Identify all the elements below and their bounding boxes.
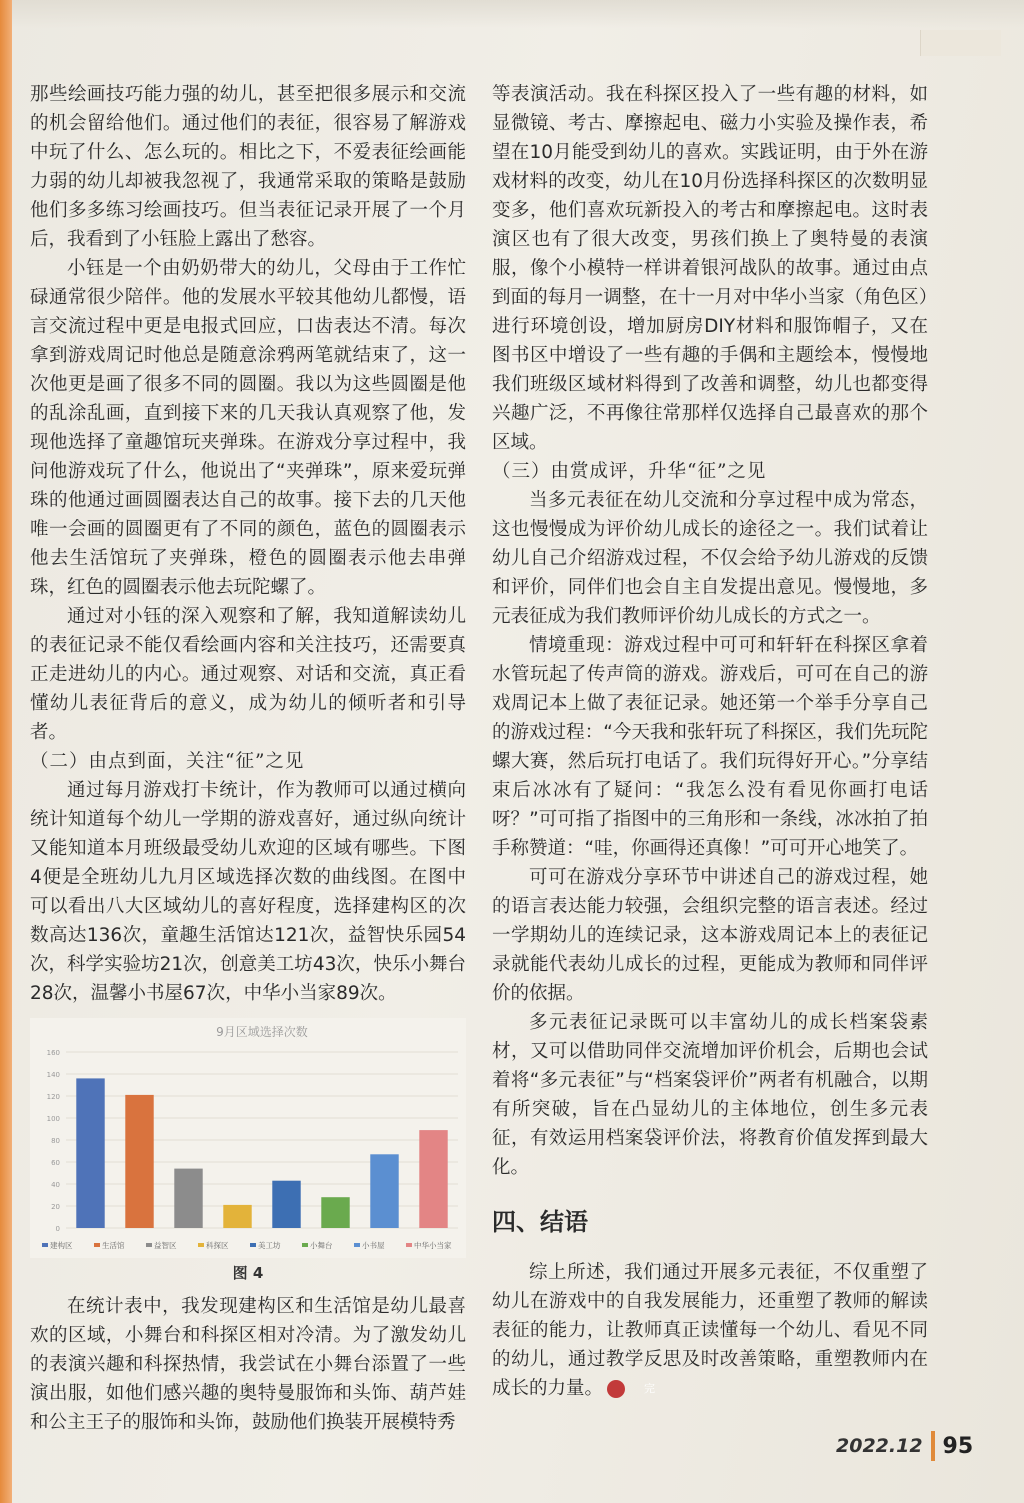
right-column	[492, 80, 928, 1403]
subsection-heading: （二）由点到面，关注“征”之见	[30, 751, 305, 772]
bar-6	[321, 1197, 349, 1228]
footer-divider	[931, 1431, 935, 1461]
legend-swatch	[198, 1243, 204, 1247]
paragraph: 等表演活动。我在科探区投入了一些有趣的材料，如显微镜、考古、摩擦起电、磁力小实验及操作表，希望在10月能受到幼儿的喜欢。实践证明，由于外在游戏材料的改变，幼儿在10月份选择科探区的次数明显变多，他们喜欢玩新投入的考古和摩擦起电。这时表演区也有了很大改变，男孩们换上了奥特曼的表演服，像个小模特一样讲着银河战队的故事。通过由点到面的每月一调整，在十一月对中华小当家（角色区）进行环境创设，增加厨房DIY材料和服饰帽子，又在图书区中增设了一些有趣的手偶和主题绘本，慢慢地我们班级区域材料得到了改善和调整，幼儿也都变得兴趣广泛，不再像往常那样仅选择自己最喜欢的那个区域。	[492, 84, 928, 453]
legend-label: 小舞台	[310, 1241, 333, 1250]
bar-2	[125, 1095, 153, 1228]
left-column	[30, 80, 466, 1437]
paragraph: 那些绘画技巧能力强的幼儿，甚至把很多展示和交流的机会留给他们。通过他们的表征，很容易了解游戏中玩了什么、怎么玩的。相比之下，不爱表征绘画能力弱的幼儿却被我忽视了，我通常采取的策略是鼓励他们多多练习绘画技巧。但当表征记录开展了一个月后，我看到了小钰脸上露出了愁容。	[30, 84, 466, 250]
legend-swatch	[146, 1243, 152, 1247]
paragraph: 小钰是一个由奶奶带大的幼儿，父母由于工作忙碌通常很少陪伴。他的发展水平较其他幼儿都慢，语言交流过程中更是电报式回应，口齿表达不清。每次拿到游戏周记时他总是随意涂鸦两笔就结束了，这一次他更是画了很多不同的圆圈。我以为这些圆圈是他的乱涂乱画，直到接下来的几天我认真观察了他，发现他选择了童趣馆玩夹弹珠。在游戏分享过程中，我问他游戏玩了什么，他说出了“夹弹珠”，原来爱玩弹珠的他通过画圆圈表达自己的故事。接下去的几天他唯一会画的圆圈更有了不同的颜色，蓝色的圆圈表示他去生活馆玩了夹弹珠，橙色的圆圈表示他去串弹珠，红色的圆圈表示他去玩陀螺了。	[30, 258, 466, 598]
paragraph: 通过每月游戏打卡统计，作为教师可以通过横向统计知道每个幼儿一学期的游戏喜好，通过纵向统计又能知道本月班级最受幼儿欢迎的区域有哪些。下图4便是全班幼儿九月区域选择次数的曲线图。在图中可以看出八大区域幼儿的喜好程度，选择建构区的次数高达136次，童趣生活馆达121次，益智快乐园54次，科学实验坊21次，创意美工坊43次，快乐小舞台28次，温馨小书屋67次，中华小当家89次。	[30, 780, 466, 1004]
bar-chart	[30, 1018, 466, 1258]
y-tick-label: 140	[46, 1071, 60, 1079]
legend-swatch	[94, 1243, 100, 1247]
chart-title: 9月区域选择次数	[216, 1025, 308, 1039]
y-tick-label: 120	[46, 1093, 60, 1101]
y-tick-label: 40	[51, 1181, 60, 1189]
bar-4	[223, 1205, 251, 1228]
legend-swatch	[354, 1243, 360, 1247]
paragraph: 多元表征记录既可以丰富幼儿的成长档案袋素材，又可以借助同伴交流增加评价机会，后期也会试着将“多元表征”与“档案袋评价”两者有机融合，以期有所突破，旨在凸显幼儿的主体地位，创生多元表征，有效运用档案袋评价法，将教育价值发挥到最大化。	[492, 1012, 928, 1178]
legend-label: 中华小当家	[414, 1241, 452, 1250]
bar-8	[419, 1130, 447, 1228]
bar-7	[370, 1154, 398, 1228]
header-tab-decoration	[920, 30, 1001, 56]
page-edge-decoration	[0, 0, 12, 1503]
issue-date: 2022.12	[836, 1435, 923, 1457]
legend-label: 小书屋	[362, 1241, 385, 1250]
y-tick-label: 60	[51, 1159, 60, 1167]
subsection-heading: （三）由赏成评，升华“征”之见	[492, 461, 767, 482]
legend-label: 益智区	[154, 1241, 177, 1250]
legend-label: 科探区	[206, 1241, 229, 1250]
y-tick-label: 20	[51, 1203, 60, 1211]
paragraph: 可可在游戏分享环节中讲述自己的游戏过程，她的语言表达能力较强，会组织完整的语言表述。经过一学期幼儿的连续记录，这本游戏周记本上的表征记录就能代表幼儿成长的过程，更能成为教师和同伴评价的依据。	[492, 867, 928, 1004]
section-heading: 四、结语	[492, 1208, 588, 1236]
legend-label: 生活馆	[102, 1241, 125, 1250]
page-top-shadow	[12, 0, 1024, 28]
legend-swatch	[302, 1243, 308, 1247]
paragraph: 当多元表征在幼儿交流和分享过程中成为常态，这也慢慢成为评价幼儿成长的途径之一。我们试着让幼儿自己介绍游戏过程，不仅会给予幼儿游戏的反馈和评价，同伴们也会自主自发提出意见。慢慢地，多元表征成为我们教师评价幼儿成长的方式之一。	[492, 490, 928, 627]
legend-label: 美工坊	[258, 1241, 281, 1250]
end-mark-icon: 完	[607, 1380, 625, 1398]
page-footer	[836, 1430, 973, 1462]
y-tick-label: 80	[51, 1137, 60, 1145]
conclusion-text: 综上所述，我们通过开展多元表征，不仅重塑了幼儿在游戏中的自我发展能力，还重塑了教师的解读表征的能力，让教师真正读懂每一个幼儿、看见不同的幼儿，通过教学反思及时改善策略，重塑教师内在成长的力量。	[492, 1262, 928, 1399]
figure-caption: 图 4	[232, 1264, 264, 1282]
paragraph: 情境重现：游戏过程中可可和轩轩在科探区拿着水管玩起了传声筒的游戏。游戏后，可可在自己的游戏周记本上做了表征记录。她还第一个举手分享自己的游戏过程：“今天我和张轩玩了科探区，我们先玩陀螺大赛，然后玩打电话了。我们玩得好开心。”分享结束后冰冰有了疑问：“我怎么没有看见你画打电话呀？”可可指了指图中的三角形和一条线，冰冰拍了拍手称赞道：“哇，你画得还真像！”可可开心地笑了。	[492, 635, 928, 859]
bar-5	[272, 1181, 300, 1228]
paragraph: 在统计表中，我发现建构区和生活馆是幼儿最喜欢的区域，小舞台和科探区相对冷清。为了激发幼儿的表演兴趣和科探热情，我尝试在小舞台添置了一些演出服，如他们感兴趣的奥特曼服饰和头饰、葫芦娃和公主王子的服饰和头饰，鼓励他们换装开展模特秀	[30, 1296, 466, 1433]
bar-3	[174, 1169, 202, 1228]
legend-swatch	[406, 1243, 412, 1247]
legend-swatch	[250, 1243, 256, 1247]
legend-label: 建构区	[50, 1241, 73, 1250]
bar-1	[76, 1078, 104, 1228]
y-tick-label: 100	[46, 1115, 60, 1123]
y-tick-label: 0	[55, 1225, 60, 1233]
paragraph	[492, 1258, 928, 1403]
figure-4	[30, 1018, 466, 1284]
page-number: 95	[942, 1433, 974, 1459]
legend-swatch	[42, 1243, 48, 1247]
paragraph: 通过对小钰的深入观察和了解，我知道解读幼儿的表征记录不能仅看绘画内容和关注技巧，还需要真正走进幼儿的内心。通过观察、对话和交流，真正看懂幼儿表征背后的意义，成为幼儿的倾听者和引导者。	[30, 606, 466, 743]
y-tick-label: 160	[46, 1049, 60, 1057]
